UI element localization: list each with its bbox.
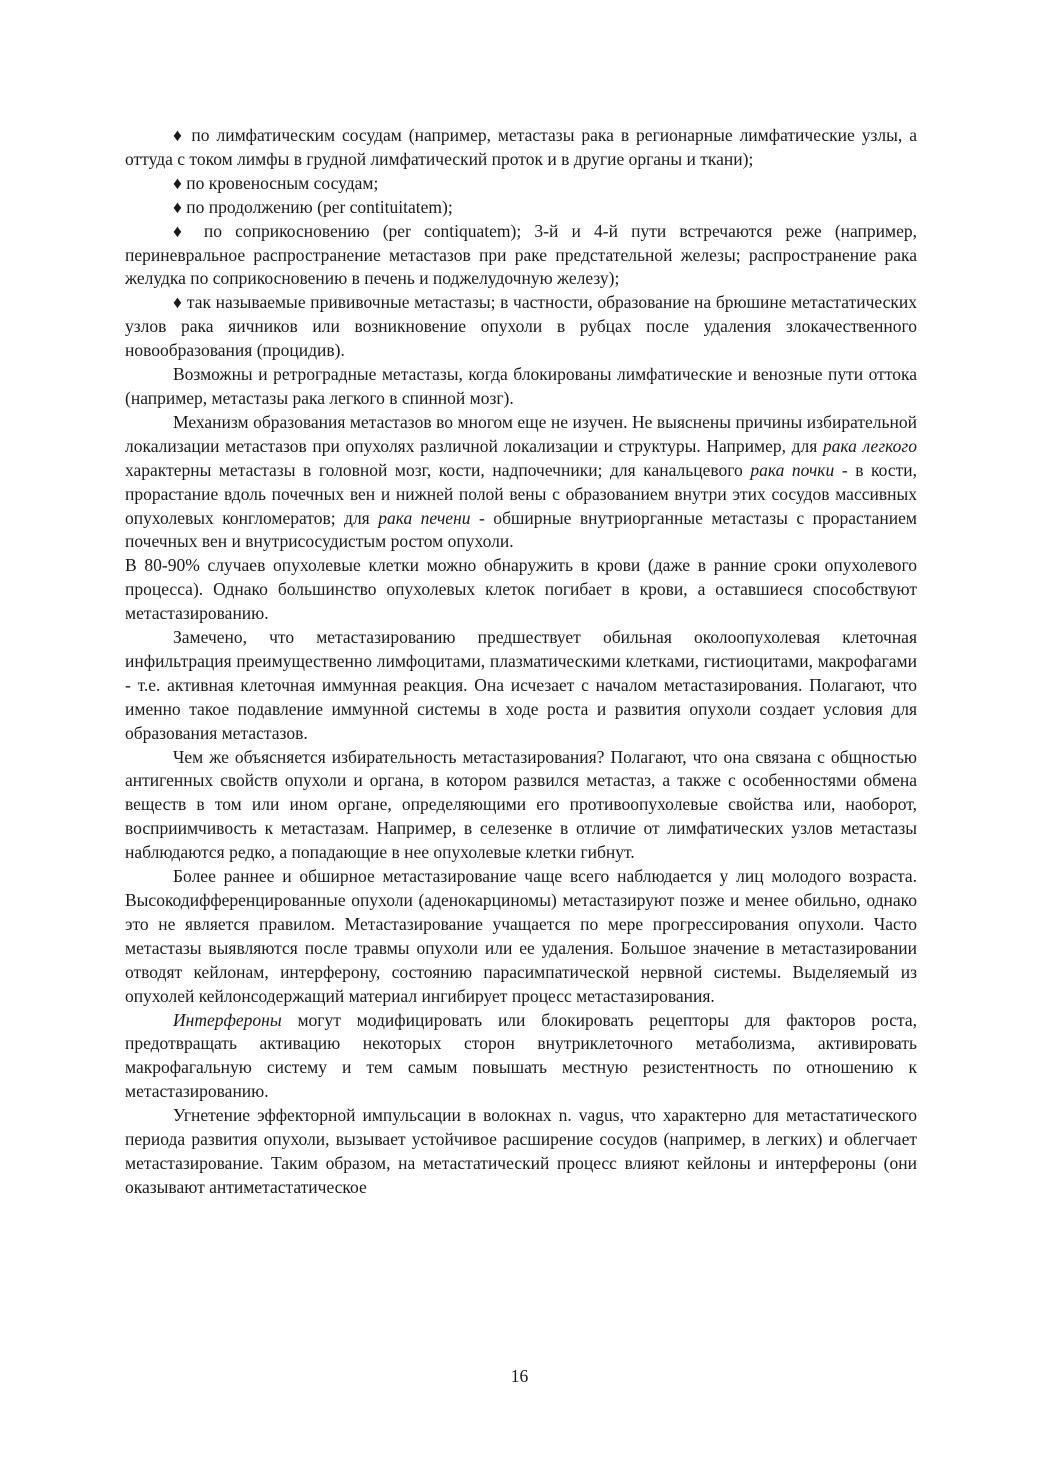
italic-term: рака почки (750, 459, 835, 480)
paragraph (125, 196, 917, 220)
paragraph (125, 291, 917, 363)
text-run: В 80-90% случаев опухолевые клетки можно обнаружить в крови (даже в ранние сроки опухолевого процесса). Однако большинство опухолевых клеток погибает в крови, а оставшиеся способствуют метастазированию. (125, 555, 917, 624)
italic-term: рака печени (378, 507, 471, 528)
text-run: ♦ по лимфатическим сосудам (например, метастазы рака в регионарные лимфатические узлы, а оттуда с током лимфы в грудной лимфатический проток и в другие органы и ткани); (125, 125, 917, 169)
text-run: ♦ по кровеносным сосудам; (173, 172, 379, 193)
paragraph (125, 124, 917, 172)
italic-term: рака легкого (822, 435, 917, 456)
text-run: Замечено, что метастазированию предшествует обильная околоопухолевая клеточная инфильтрация преимущественно лимфоцитами, плазматическими клетками, гистиоцитами, макрофагами - т.е. активная клеточная иммунная реакция. Она исчезает с началом метастазирования. Полагают, что именно такое подавление иммунной системы в ходе роста и развития опухоли создает условия для образования метастазов. (125, 627, 917, 743)
text-run: - обширные внутриорганные метастазы с прорастанием почечных вен и внутрисосудистым ростом опухоли. (125, 507, 917, 552)
text-run: могут модифицировать или блокировать рецепторы для факторов роста, предотвращать активацию некоторых сторон внутриклеточного метаболизма, активировать макрофагальную систему и тем самым повышать местную резистентность по отношению к метастазированию. (125, 1009, 917, 1102)
paragraph (125, 1104, 917, 1200)
text-run: - в кости, прорастание вдоль почечных вен и нижней полой вены с образованием внутри этих сосудов массивных опухолевых конгломератов; для (125, 459, 917, 528)
text-run: ♦ по продолжению (per contituitatem); (173, 196, 453, 217)
text-run: характерны метастазы в головной мозг, кости, надпочечники; для канальцевого (125, 459, 751, 480)
text-run: Более раннее и обширное метастазирование чаще всего наблюдается у лиц молодого возраста. Высокодифференцированные опухоли (аденокарциномы) метастазируют позже и менее обильно, однако это не является правилом. Метастазирование учащается по мере прогрессирования опухоли. Часто метастазы выявляются после травмы опухоли или ее удаления. Большое значение в метастазировании отводят кейлонам, интерферону, состоянию парасимпатической нервной системы. Выделяемый из опухолей кейлонсодержащий материал ингибирует процесс метастазирования. (125, 866, 917, 1006)
body-text (125, 124, 917, 1200)
paragraph (125, 1009, 917, 1105)
text-run: ♦ так называемые прививочные метастазы; в частности, образование на брюшине метастатических узлов рака яичников или возникновение опухоли в рубцах после удаления злокачественного новообразования (процидив). (125, 292, 917, 361)
text-run: Угнетение эффекторной импульсации в волокнах n. vagus, что характерно для метастатического периода развития опухоли, вызывает устойчивое расширение сосудов (например, в легких) и облегчает метастазирование. Таким образом, на метастатический процесс влияют кейлоны и интерфероны (они оказывают антиметастатическое (125, 1105, 917, 1197)
italic-term: Интерфероны (173, 1009, 282, 1030)
paragraph (125, 363, 917, 411)
text-run: ♦ по соприкосновению (per contiquatem); 3-й и 4-й пути встречаются реже (например, периневральное распространение метастазов при раке предстательной железы; распространение рака желудка по соприкосновению в печень и поджелудочную железу); (125, 220, 917, 289)
page-number: 16 (510, 1366, 529, 1386)
paragraph (125, 746, 917, 866)
paragraph (125, 172, 917, 196)
text-run: Механизм образования метастазов во многом еще не изучен. Не выяснены причины избирательной локализации метастазов при опухолях различной локализации и структуры. Например, для (125, 411, 917, 456)
paragraph (125, 865, 917, 1008)
paragraph (125, 220, 917, 292)
paragraph (125, 626, 917, 746)
text-run: Возможны и ретроградные метастазы, когда блокированы лимфатические и венозные пути оттока (например, метастазы рака легкого в спинной мозг). (125, 364, 917, 408)
paragraph (125, 411, 917, 554)
paragraph (125, 554, 917, 626)
text-run: Чем же объясняется избирательность метастазирования? Полагают, что она связана с общностью антигенных свойств опухоли и органа, в котором развился метастаз, а также с особенностями обмена веществ в том или ином органе, определяющими его противоопухолевые свойства или, наоборот, восприимчивость к метастазам. Например, в селезенке в отличие от лимфатических узлов метастазы наблюдаются редко, а попадающие в нее опухолевые клетки гибнут. (125, 746, 917, 863)
